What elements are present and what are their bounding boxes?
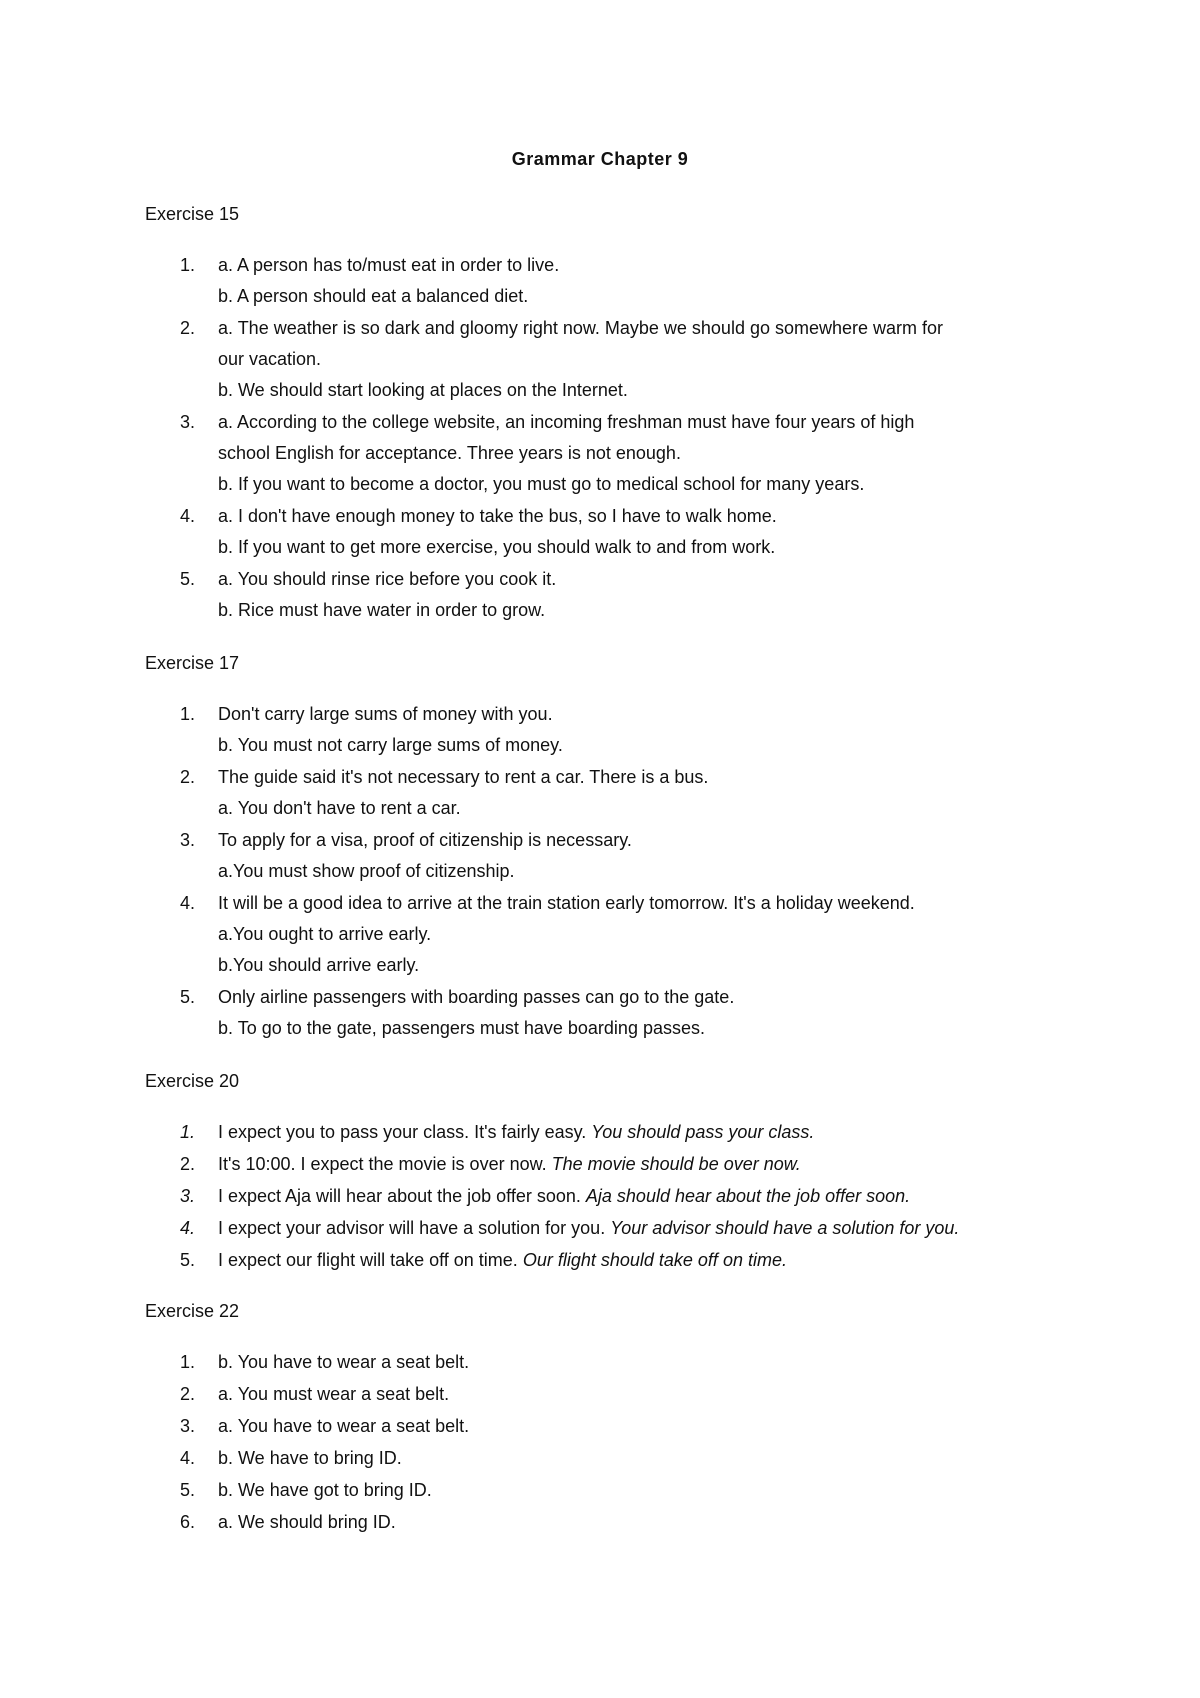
- ex15-line: a. The weather is so dark and gloomy right now. Maybe we should go somewhere warm for: [218, 318, 944, 338]
- exercise-15-heading: Exercise 15: [145, 204, 240, 224]
- exercise-17-heading: Exercise 17: [145, 653, 240, 673]
- ex22-item-4-number: 4.: [180, 1448, 196, 1468]
- ex17-line: To apply for a visa, proof of citizenship is necessary.: [218, 830, 632, 850]
- ex20-item-answer: Aja should hear about the job offer soon.: [585, 1186, 911, 1206]
- ex20-item-1-number: 1.: [180, 1122, 196, 1142]
- ex20-item-text: It's 10:00. I expect the movie is over now.: [218, 1154, 552, 1174]
- ex22-line: b. We have to bring ID.: [218, 1448, 402, 1468]
- ex17-line: b. You must not carry large sums of money.: [218, 735, 563, 755]
- ex15-line: our vacation.: [218, 349, 322, 369]
- ex15-item-3-number: 3.: [180, 412, 196, 432]
- ex15-line: b. We should start looking at places on the Internet.: [218, 380, 628, 400]
- ex15-item-5-number: 5.: [180, 569, 196, 589]
- ex15-line: a. A person has to/must eat in order to live.: [218, 255, 560, 275]
- ex22-line: a. You must wear a seat belt.: [218, 1384, 450, 1404]
- ex15-item-2-number: 2.: [180, 318, 196, 338]
- ex22-line: b. You have to wear a seat belt.: [218, 1352, 470, 1372]
- ex22-item-5-number: 5.: [180, 1480, 196, 1500]
- ex20-item-3-number: 3.: [180, 1186, 196, 1206]
- exercise-20-heading: Exercise 20: [145, 1071, 240, 1091]
- ex15-line: a. According to the college website, an incoming freshman must have four years of high: [218, 412, 915, 432]
- ex20-item-3: [218, 1184, 910, 1208]
- ex17-line: Don't carry large sums of money with you.: [218, 704, 553, 724]
- ex17-line: Only airline passengers with boarding passes can go to the gate.: [218, 987, 735, 1007]
- ex17-item-5-number: 5.: [180, 987, 196, 1007]
- ex20-item-5-number: 5.: [180, 1250, 196, 1270]
- ex17-line: b.You should arrive early.: [218, 955, 420, 975]
- ex15-line: a. I don't have enough money to take the bus, so I have to walk home.: [218, 506, 777, 526]
- ex17-item-4-number: 4.: [180, 893, 196, 913]
- ex22-item-1-number: 1.: [180, 1352, 196, 1372]
- ex20-item-text: I expect Aja will hear about the job offer soon.: [218, 1186, 586, 1206]
- ex15-line: b. If you want to become a doctor, you must go to medical school for many years.: [218, 474, 865, 494]
- ex22-line: a. You have to wear a seat belt.: [218, 1416, 470, 1436]
- ex20-item-5: [218, 1248, 787, 1272]
- ex20-item-answer: The movie should be over now.: [551, 1154, 801, 1174]
- ex17-line: It will be a good idea to arrive at the train station early tomorrow. It's a holiday weekend.: [218, 893, 915, 913]
- exercise-22-heading: Exercise 22: [145, 1301, 240, 1321]
- ex20-item-2-number: 2.: [180, 1154, 196, 1174]
- ex15-line: school English for acceptance. Three years is not enough.: [218, 443, 681, 463]
- ex15-line: b. A person should eat a balanced diet.: [218, 286, 529, 306]
- ex22-item-2-number: 2.: [180, 1384, 196, 1404]
- ex20-item-text: I expect our flight will take off on time.: [218, 1250, 523, 1270]
- ex20-item-text: I expect your advisor will have a solution for you.: [218, 1218, 611, 1238]
- ex20-item-text: I expect you to pass your class. It's fairly easy.: [218, 1122, 592, 1142]
- ex20-item-4-number: 4.: [180, 1218, 196, 1238]
- ex20-item-2: [218, 1152, 801, 1176]
- ex22-line: a. We should bring ID.: [218, 1512, 396, 1532]
- ex20-item-answer: You should pass your class.: [591, 1122, 815, 1142]
- ex15-item-4-number: 4.: [180, 506, 196, 526]
- ex15-line: b. Rice must have water in order to grow.: [218, 600, 546, 620]
- ex17-line: a.You ought to arrive early.: [218, 924, 432, 944]
- ex17-line: a. You don't have to rent a car.: [218, 798, 461, 818]
- ex22-line: b. We have got to bring ID.: [218, 1480, 432, 1500]
- ex20-item-answer: Your advisor should have a solution for you.: [610, 1218, 960, 1238]
- ex20-item-answer: Our flight should take off on time.: [522, 1250, 787, 1270]
- ex20-item-4: [218, 1216, 959, 1240]
- ex22-item-6-number: 6.: [180, 1512, 196, 1532]
- ex17-item-1-number: 1.: [180, 704, 196, 724]
- ex22-item-3-number: 3.: [180, 1416, 196, 1436]
- ex17-line: b. To go to the gate, passengers must have boarding passes.: [218, 1018, 705, 1038]
- ex15-line: b. If you want to get more exercise, you should walk to and from work.: [218, 537, 776, 557]
- ex17-line: a.You must show proof of citizenship.: [218, 861, 515, 881]
- ex20-item-1: [218, 1120, 814, 1144]
- ex15-line: a. You should rinse rice before you cook it.: [218, 569, 557, 589]
- ex15-item-1-number: 1.: [180, 255, 196, 275]
- ex17-line: The guide said it's not necessary to rent a car. There is a bus.: [218, 767, 709, 787]
- page-title: Grammar Chapter 9: [511, 149, 689, 169]
- ex17-item-2-number: 2.: [180, 767, 196, 787]
- ex17-item-3-number: 3.: [180, 830, 196, 850]
